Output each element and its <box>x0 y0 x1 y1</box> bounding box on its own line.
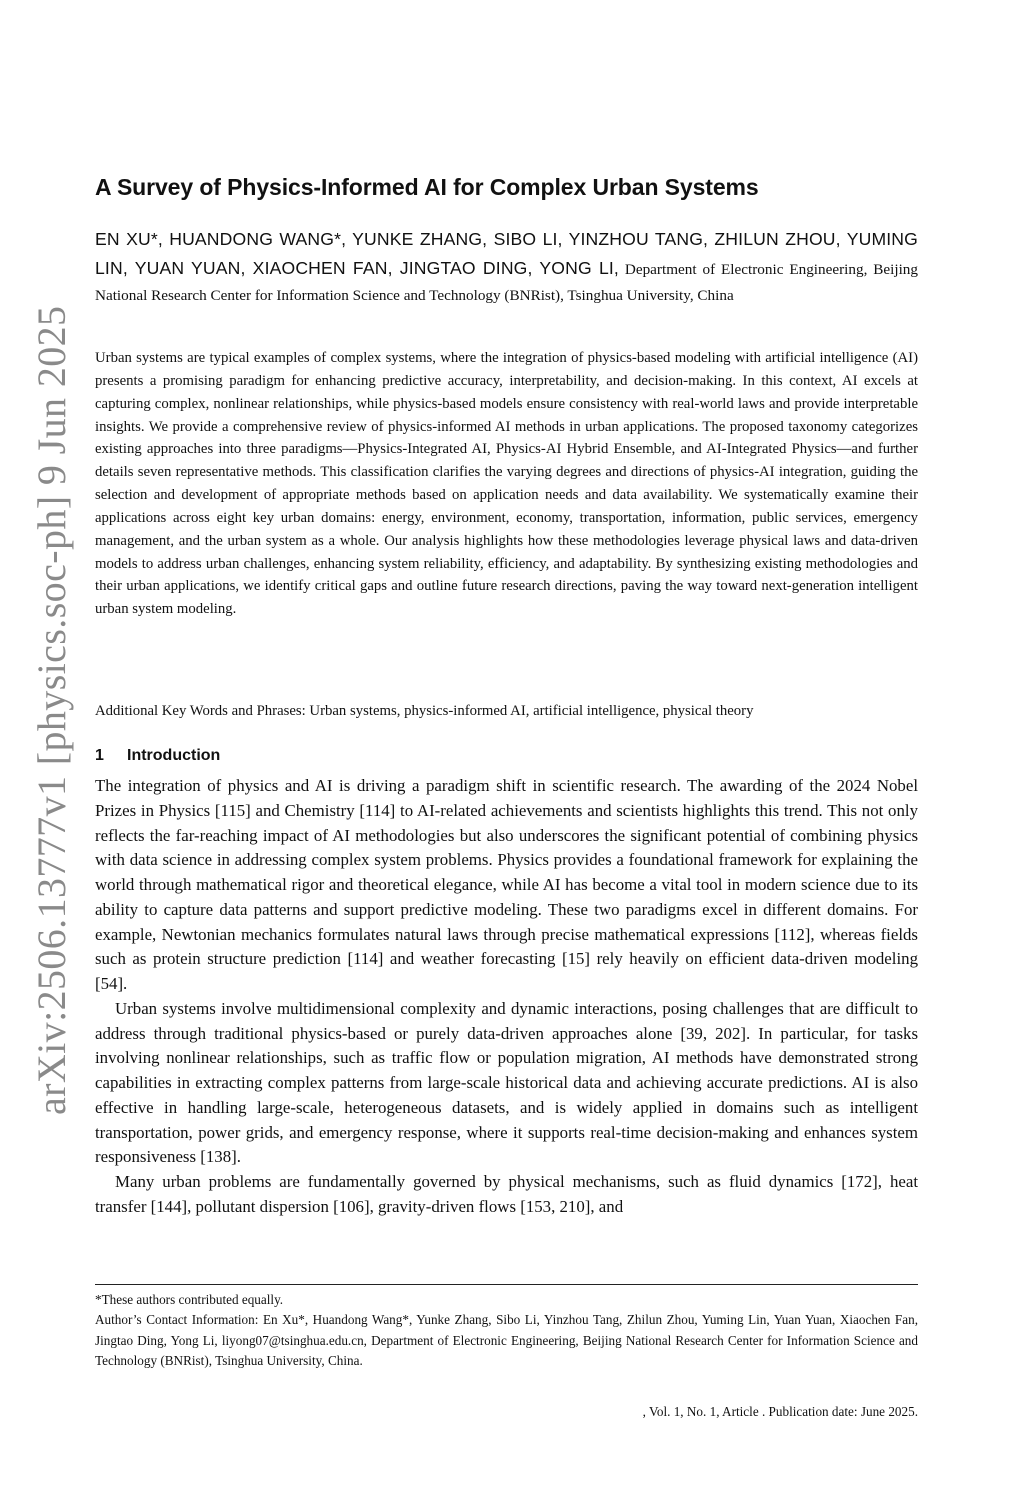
footnote-divider <box>95 1284 918 1285</box>
body-paragraph: The integration of physics and AI is driving a paradigm shift in scientific research. The awarding of the 2024 Nobel Prizes in Physics [115] and Chemistry [114] to AI-related achievements and scientists highlights this trend. This not only reflects the far-reaching impact of AI methodologies but also underscores the significant potential of combining physics with data science in addressing complex system problems. Physics provides a foundational framework for explaining the world through mathematical rigor and theoretical elegance, while AI has become a vital tool in modern science due to its ability to capture data patterns and support predictive modeling. These two paradigms excel in different domains. For example, Newtonian mechanics formulates natural laws through precise mathematical expressions [112], whereas fields such as protein structure prediction [114] and weather forecasting [15] rely heavily on efficient data-driven modeling [54]. <box>95 776 918 993</box>
author-names: EN XU*, HUANDONG WANG*, YUNKE ZHANG, SIBO LI, YINZHOU TANG, ZHILUN ZHOU, YUMING LIN, YUAN YUAN, XIAOCHEN FAN, JINGTAO DING, YONG LI, <box>95 229 918 278</box>
footnote-contact-info: Author’s Contact Information: En Xu*, Huandong Wang*, Yunke Zhang, Sibo Li, Yinzhou Tang, Zhilun Zhou, Yuming Lin, Yuan Yuan, Xiaochen Fan, Jingtao Ding, Yong Li, liyong07@tsinghua.edu.cn, Department of Electronic Engineering, Beijing National Research Center for Information Science and Technology (BNRist), Tsinghua University, China. <box>95 1312 918 1369</box>
arxiv-identifier-stamp: arXiv:2506.13777v1 [physics.soc-ph] 9 Jun 2025 <box>29 305 74 1115</box>
publication-footer: , Vol. 1, No. 1, Article . Publication date: June 2025. <box>642 1404 918 1419</box>
author-affiliation: Department of Electronic Engineering, Beijing National Research Center for Information Science and Technology (BNRist), Tsinghua University, China <box>95 260 918 304</box>
body-paragraph: Urban systems involve multidimensional complexity and dynamic interactions, posing challenges that are difficult to address through traditional physics-based or purely data-driven approaches alone [39, 202]. In particular, for tasks involving nonlinear relationships, such as traffic flow or population migration, AI methods have demonstrated strong capabilities in extracting complex patterns from large-scale historical data and achieving accurate predictions. AI is also effective in handling large-scale, heterogeneous datasets, and is widely applied in domains such as intelligent transportation, power grids, and emergency response, where it supports real-time decision-making and enhances system responsiveness [138]. <box>95 998 918 1167</box>
section-title: Introduction <box>127 747 221 764</box>
body-paragraph: Many urban problems are fundamentally governed by physical mechanisms, such as fluid dynamics [172], heat transfer [144], pollutant dispersion [106], gravity-driven flows [153, 210], and <box>95 1172 918 1216</box>
abstract: Urban systems are typical examples of complex systems, where the integration of physics-based modeling with artificial intelligence (AI) presents a promising paradigm for enhancing predictive accuracy, interpretability, and decision-making. In this context, AI excels at capturing complex, nonlinear relationships, while physics-based models ensure consistency with real-world laws and provide interpretable insights. We provide a comprehensive review of physics-informed AI methods in urban applications. The proposed taxonomy categorizes existing approaches into three paradigms—Physics-Integrated AI, Physics-AI Hybrid Ensemble, and AI-Integrated Physics—and further details seven representative methods. This classification clarifies the varying degrees and directions of physics-AI integration, guiding the selection and development of appropriate methods based on application needs and data availability. We systematically examine their applications across eight key urban domains: energy, environment, economy, transportation, information, public services, emergency management, and the urban system as a whole. Our analysis highlights how these methodologies leverage physical laws and data-driven models to address urban challenges, enhancing system reliability, efficiency, and adaptability. By synthesizing existing methodologies and their urban applications, we identify critical gaps and outline future research directions, paving the way toward next-generation intelligent urban system modeling. <box>95 350 918 618</box>
author-block <box>95 226 918 310</box>
paper-title: A Survey of Physics-Informed AI for Complex Urban Systems <box>95 174 759 200</box>
introduction-body <box>95 774 918 1220</box>
keywords: Additional Key Words and Phrases: Urban systems, physics-informed AI, artificial intelligence, physical theory <box>95 703 754 719</box>
section-number: 1 <box>95 747 104 764</box>
footnotes <box>95 1290 918 1372</box>
footnote-equal-contribution: *These authors contributed equally. <box>95 1292 284 1307</box>
section-heading <box>95 744 220 768</box>
